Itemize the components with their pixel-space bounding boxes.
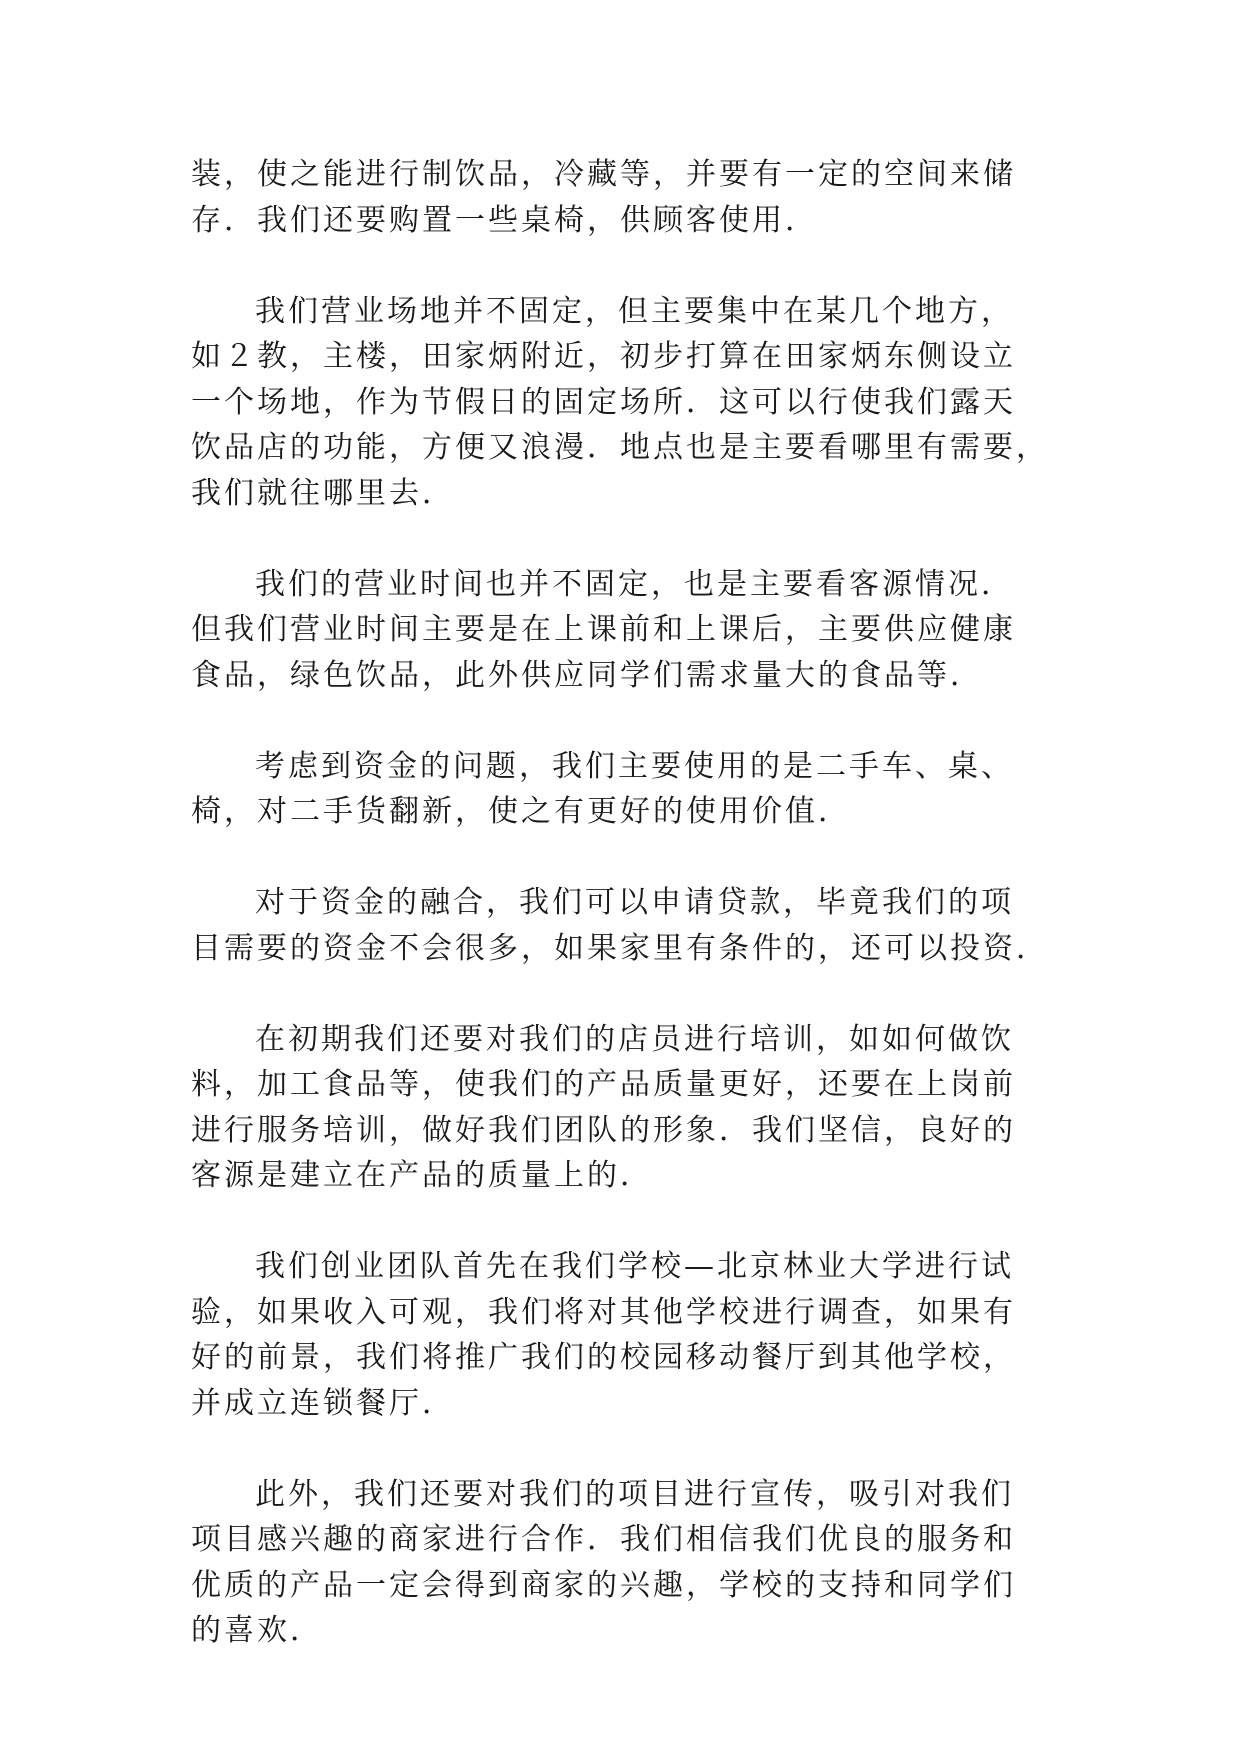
text-line: 项目感兴趣的商家进行合作．我们相信我们优良的服务和 xyxy=(191,1522,1016,1557)
text-line: 饮品店的功能，方便又浪漫．地点也是主要看哪里有需要， xyxy=(191,430,1049,465)
document-body xyxy=(191,152,1051,1654)
text-line: 优质的产品一定会得到商家的兴趣，学校的支持和同学们 xyxy=(191,1567,1016,1603)
text-line: 装，使之能进行制饮品，冷藏等，并要有一定的空间来储 xyxy=(191,157,1016,192)
text-line: 如２教，主楼，田家炳附近，初步打算在田家炳东侧设立 xyxy=(191,339,1016,374)
paragraph-2 xyxy=(191,289,1051,517)
text-line: 我们营业场地并不固定，但主要集中在某几个地方， xyxy=(255,293,1014,329)
text-line: 客源是建立在产品的质量上的． xyxy=(191,1158,653,1193)
paragraph-7 xyxy=(191,1244,1051,1426)
text-line: 好的前景，我们将推广我们的校园移动餐厅到其他学校， xyxy=(191,1340,1016,1375)
text-line: 在初期我们还要对我们的店员进行培训，如如何做饮 xyxy=(255,1021,1014,1057)
text-line: 存．我们还要购置一些桌椅，供顾客使用． xyxy=(191,202,818,238)
text-line: 进行服务培训，做好我们团队的形象．我们坚信，良好的 xyxy=(191,1112,1016,1148)
text-line: 目需要的资金不会很多，如果家里有条件的，还可以投资． xyxy=(191,930,1049,966)
text-line: 并成立连锁餐厅． xyxy=(191,1385,455,1421)
paragraph-8 xyxy=(191,1472,1051,1654)
text-line: 此外，我们还要对我们的项目进行宣传，吸引对我们 xyxy=(255,1476,1014,1512)
text-line: 一个场地，作为节假日的固定场所．这可以行使我们露天 xyxy=(191,384,1016,420)
text-line: 椅，对二手货翻新，使之有更好的使用价值． xyxy=(191,794,851,829)
text-line: 我们创业团队首先在我们学校—北京林业大学进行试 xyxy=(255,1249,1014,1284)
text-line: 考虑到资金的问题，我们主要使用的是二手车、桌、 xyxy=(255,748,1014,784)
text-line: 我们的营业时间也并不固定，也是主要看客源情况． xyxy=(255,566,1014,602)
paragraph-6 xyxy=(191,1017,1051,1199)
text-line: 的喜欢． xyxy=(191,1613,323,1648)
text-line: 对于资金的融合，我们可以申请贷款，毕竟我们的项 xyxy=(255,885,1014,920)
paragraph-5 xyxy=(191,880,1051,971)
text-line: 但我们营业时间主要是在上课前和上课后，主要供应健康 xyxy=(191,612,1016,647)
text-line: 料，加工食品等，使我们的产品质量更好，还要在上岗前 xyxy=(191,1067,1016,1102)
paragraph-3 xyxy=(191,562,1051,699)
text-line: 食品，绿色饮品，此外供应同学们需求量大的食品等． xyxy=(191,657,983,693)
text-line: 验，如果收入可观，我们将对其他学校进行调查，如果有 xyxy=(191,1294,1016,1330)
paragraph-1 xyxy=(191,152,1051,243)
text-line: 我们就往哪里去． xyxy=(191,475,455,511)
paragraph-4 xyxy=(191,744,1051,835)
